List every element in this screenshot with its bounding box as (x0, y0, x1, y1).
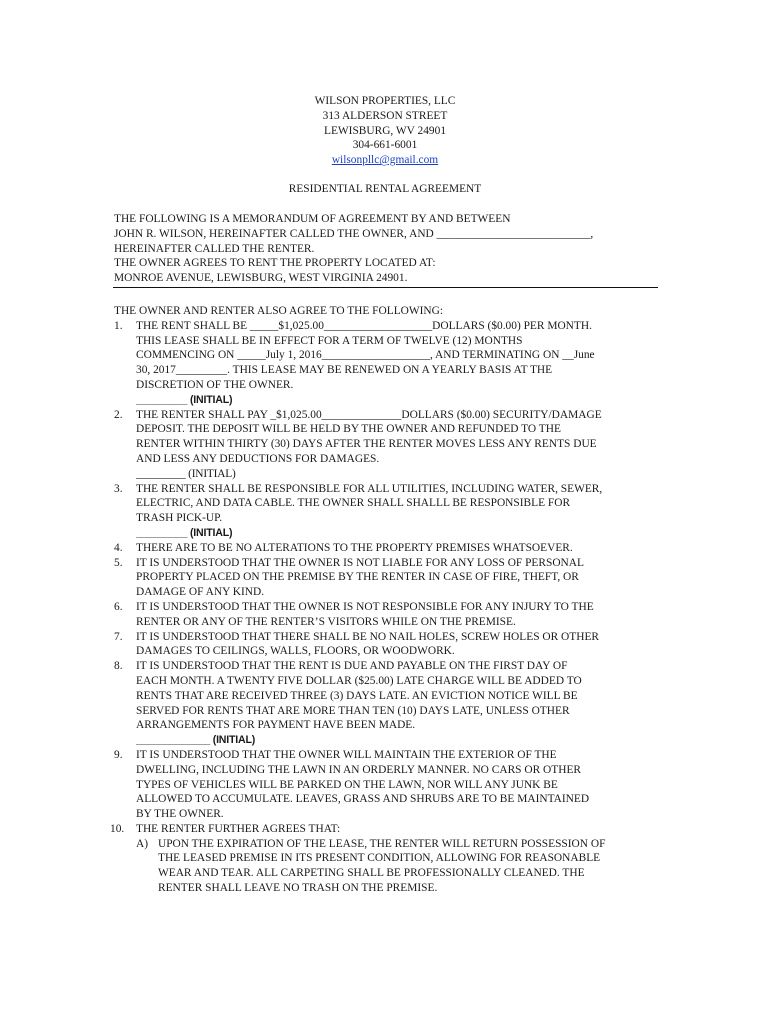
term-line: DAMAGES TO CEILINGS, WALLS, FLOORS, OR WOODWORK. (136, 645, 455, 658)
term-number: 9. (114, 748, 123, 761)
term-line: THERE ARE TO BE NO ALTERATIONS TO THE PROPERTY PREMISES WHATSOEVER. (136, 541, 573, 554)
intro-line: HEREINAFTER CALLED THE RENTER. (114, 242, 315, 255)
term-line: DWELLING, INCLUDING THE LAWN IN AN ORDERLY MANNER. NO CARS OR OTHER (136, 763, 581, 776)
term-line: RENTER SHALL LEAVE NO TRASH ON THE PREMISE. (158, 882, 438, 895)
term-number: 8. (114, 660, 123, 673)
intro-paragraph (114, 212, 674, 286)
term-line: THE LEASED PREMISE IN ITS PRESENT CONDITION, ALLOWING FOR REASONABLE (158, 852, 601, 865)
term-line: DAMAGE OF ANY KIND. (136, 586, 265, 599)
intro-line: THE OWNER AGREES TO RENT THE PROPERTY LOCATED AT: (114, 257, 436, 270)
intro-line: JOHN R. WILSON, HEREINAFTER CALLED THE OWNER, AND ___________________________, (114, 227, 594, 240)
subitem-letter: A) (136, 837, 149, 850)
agreement-terms (110, 304, 674, 896)
term-item-8 (114, 659, 674, 748)
term-number: 2. (114, 408, 123, 421)
term-line: IT IS UNDERSTOOD THAT THE RENT IS DUE AND PAYABLE ON THE FIRST DAY OF (136, 660, 568, 673)
term-item-9 (114, 748, 674, 822)
term-item-6 (114, 600, 674, 630)
term-line: 30, 2017_________. THIS LEASE MAY BE RENEWED ON A YEARLY BASIS AT THE (136, 364, 553, 377)
term-number: 10. (110, 822, 125, 835)
term-line: SERVED FOR RENTS THAT ARE MORE THAN TEN (10) DAYS LATE, UNLESS OTHER (136, 704, 570, 717)
term-line: DISCRETION OF THE OWNER. (136, 378, 294, 391)
company-name: WILSON PROPERTIES, LLC (314, 95, 456, 107)
term-line: IT IS UNDERSTOOD THAT THE OWNER IS NOT LIABLE FOR ANY LOSS OF PERSONAL (136, 556, 584, 569)
term-number: 6. (114, 600, 123, 613)
term-line: EACH MONTH. A TWENTY FIVE DOLLAR ($25.00) LATE CHARGE WILL BE ADDED TO (136, 674, 582, 687)
term-number: 1. (114, 319, 123, 332)
letterhead (0, 94, 770, 168)
term-line: ARRANGEMENTS FOR PAYMENT HAVE BEEN MADE. (136, 719, 416, 732)
initial-field[interactable]: _____________ (INITIAL) (136, 734, 256, 747)
term-number: 7. (114, 630, 123, 643)
company-city: LEWISBURG, WV 24901 (323, 124, 447, 137)
initial-field[interactable]: _________ (INITIAL) (136, 467, 236, 480)
term-number: 5. (114, 556, 123, 569)
term-number: 3. (114, 482, 123, 495)
term-line: THE RENTER SHALL BE RESPONSIBLE FOR ALL UTILITIES, INCLUDING WATER, SEWER, (136, 482, 603, 495)
term-item-10 (110, 822, 674, 837)
term-line: DEPOSIT. THE DEPOSIT WILL BE HELD BY THE OWNER AND REFUNDED TO THE (136, 423, 561, 436)
document-title: RESIDENTIAL RENTAL AGREEMENT (288, 183, 482, 195)
term-line: THE RENTER SHALL PAY _$1,025.00______________DOLLARS ($0.00) SECURITY/DAMAGE (136, 408, 602, 421)
term-line: THIS LEASE SHALL BE IN EFFECT FOR A TERM OF TWELVE (12) MONTHS (136, 334, 523, 347)
term-line: THE RENTER FURTHER AGREES THAT: (136, 822, 341, 835)
term-line: RENTER WITHIN THIRTY (30) DAYS AFTER THE RENTER MOVES LESS ANY RENTS DUE (136, 438, 597, 451)
initial-field[interactable]: _________ (INITIAL) (136, 393, 233, 406)
term-line: ALLOWED TO ACCUMULATE. LEAVES, GRASS AND SHRUBS ARE TO BE MAINTAINED (136, 793, 590, 806)
term-line: AND LESS ANY DEDUCTIONS FOR DAMAGES. (136, 452, 380, 465)
term-item-4 (114, 541, 674, 556)
term-line: TYPES OF VEHICLES WILL BE PARKED ON THE LAWN, NOR WILL ANY JUNK BE (136, 778, 558, 791)
term-number: 4. (114, 541, 123, 554)
initial-field[interactable]: _________ (INITIAL) (136, 526, 233, 539)
term-line: RENTS THAT ARE RECEIVED THREE (3) DAYS LATE. AN EVICTION NOTICE WILL BE (136, 689, 578, 702)
term-line: TRASH PICK-UP. (136, 512, 223, 525)
terms-heading: THE OWNER AND RENTER ALSO AGREE TO THE FOLLOWING: (114, 305, 444, 317)
company-email-link[interactable]: wilsonpllc@gmail.com (331, 154, 439, 167)
company-phone: 304-661-6001 (352, 139, 418, 152)
term-subitem-a (114, 837, 674, 896)
intro-line: MONROE AVENUE, LEWISBURG, WEST VIRGINIA 24901. (114, 272, 408, 285)
term-line: IT IS UNDERSTOOD THAT THE OWNER WILL MAINTAIN THE EXTERIOR OF THE (136, 748, 557, 761)
term-line: THE RENT SHALL BE _____$1,025.00___________________DOLLARS ($0.00) PER MONTH. (136, 319, 592, 332)
company-street: 313 ALDERSON STREET (322, 109, 448, 122)
horizontal-rule (113, 287, 658, 288)
term-line: IT IS UNDERSTOOD THAT THERE SHALL BE NO NAIL HOLES, SCREW HOLES OR OTHER (136, 630, 600, 643)
term-line: PROPERTY PLACED ON THE PREMISE BY THE RENTER IN CASE OF FIRE, THEFT, OR (136, 571, 579, 584)
term-item-3 (114, 482, 674, 541)
term-line: ELECTRIC, AND DATA CABLE. THE OWNER SHALL SHALLL BE RESPONSIBLE FOR (136, 497, 571, 510)
term-line: RENTER OR ANY OF THE RENTER’S VISITORS WHILE ON THE PREMISE. (136, 615, 516, 628)
term-line: IT IS UNDERSTOOD THAT THE OWNER IS NOT RESPONSIBLE FOR ANY INJURY TO THE (136, 600, 594, 613)
intro-line: THE FOLLOWING IS A MEMORANDUM OF AGREEMENT BY AND BETWEEN (114, 213, 511, 225)
term-item-7 (114, 630, 674, 660)
term-line: BY THE OWNER. (136, 808, 224, 821)
term-item-1 (114, 319, 674, 408)
term-item-5 (114, 556, 674, 600)
term-item-2 (114, 408, 674, 482)
term-line: UPON THE EXPIRATION OF THE LEASE, THE RENTER WILL RETURN POSSESSION OF (158, 837, 606, 850)
term-line: COMMENCING ON _____July 1, 2016___________________, AND TERMINATING ON __June (136, 349, 595, 362)
term-line: WEAR AND TEAR. ALL CARPETING SHALL BE PROFESSIONALLY CLEANED. THE (158, 867, 585, 880)
